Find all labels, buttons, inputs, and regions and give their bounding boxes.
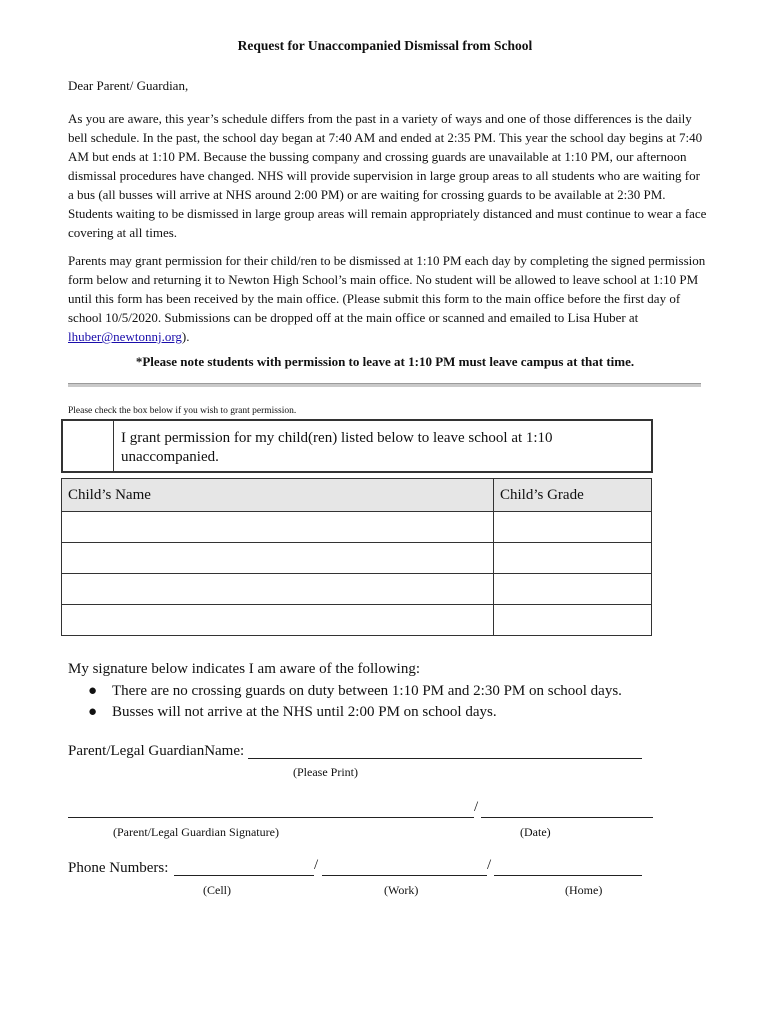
separator-slash: / — [487, 857, 492, 873]
important-note: *Please note students with permission to leave at 1:10 PM must leave campus at that time. — [135, 354, 635, 369]
bullet-text: Busses will not arrive at the NHS until 2:00 PM on school days. — [112, 704, 497, 720]
list-item — [88, 683, 622, 700]
table-header-row — [62, 479, 652, 512]
greeting: Dear Parent/ Guardian, — [68, 78, 189, 93]
date-caption: (Date) — [520, 825, 551, 839]
bullet-icon: ● — [88, 704, 98, 720]
work-phone-field[interactable] — [322, 859, 487, 876]
guardian-name-field[interactable] — [248, 742, 642, 759]
intro-paragraph: As you are aware, this year’s schedule differs from the past in a variety of ways and one of those differences is the daily bell schedule. In the past, the school day began at 7:40 AM and ended at 2:35 PM. This year the school day begins at 7:40 AM but ends at 1:10 PM. Because the bussing company and crossing guards are unavailable at 1:10 PM, our afternoon dismissal procedures have changed. NHS will provide supervision in large group areas to all students who are waiting for a bus (all busses will arrive at NHS around 2:00 PM) or are waiting for crossing guards to be available at 2:30 PM. Students waiting to be dismissed in large group areas will remain appropriately distanced and must continue to wear a face covering at all times. — [68, 111, 707, 240]
child-grade-cell[interactable] — [494, 574, 652, 605]
child-name-cell[interactable] — [62, 543, 494, 574]
separator-slash: / — [314, 857, 319, 873]
bullet-text: There are no crossing guards on duty between 1:10 PM and 2:30 PM on school days. — [112, 683, 622, 699]
table-row — [62, 543, 652, 574]
child-grade-cell[interactable] — [494, 512, 652, 543]
check-instruction: Please check the box below if you wish to grant permission. — [68, 406, 297, 416]
signature-caption: (Parent/Legal Guardian Signature) — [113, 825, 279, 839]
awareness-intro: My signature below indicates I am aware of the following: — [68, 661, 420, 677]
phone-numbers-label: Phone Numbers: — [68, 860, 169, 876]
cell-phone-field[interactable] — [174, 859, 314, 876]
work-caption: (Work) — [384, 883, 419, 897]
children-table — [61, 478, 652, 636]
child-name-cell[interactable] — [62, 512, 494, 543]
permission-paragraph-text: Parents may grant permission for their child/ren to be dismissed at 1:10 PM each day by completing the signed permission form below and returning it to Newton High School’s main office. No student will be allowed to leave school at 1:10 PM until this form has been received by the main office. (Please submit this form to the main office before the first day of school 10/5/2020. Submissions can be dropped off at the main office or scanned and emailed to Lisa Huber at — [68, 253, 706, 325]
child-grade-cell[interactable] — [494, 605, 652, 636]
child-name-cell[interactable] — [62, 574, 494, 605]
guardian-name-label: Parent/Legal GuardianName: — [68, 743, 245, 759]
email-link[interactable]: lhuber@newtonnj.org — [68, 329, 182, 344]
permission-checkbox[interactable] — [63, 421, 114, 471]
permission-paragraph — [68, 251, 708, 346]
child-grade-header: Child’s Grade — [494, 479, 652, 512]
child-name-cell[interactable] — [62, 605, 494, 636]
table-row — [62, 512, 652, 543]
bullet-icon: ● — [88, 683, 98, 699]
home-caption: (Home) — [565, 883, 603, 897]
permission-box — [61, 419, 653, 473]
signature-field[interactable] — [68, 801, 474, 818]
home-phone-field[interactable] — [494, 859, 642, 876]
child-name-header: Child’s Name — [62, 479, 494, 512]
table-row — [62, 605, 652, 636]
list-item — [88, 704, 497, 721]
cell-caption: (Cell) — [203, 883, 231, 897]
child-grade-cell[interactable] — [494, 543, 652, 574]
permission-statement: I grant permission for my child(ren) listed below to leave school at 1:10 unaccompanied. — [121, 430, 553, 465]
divider — [68, 383, 701, 387]
permission-paragraph-end: ). — [181, 329, 190, 344]
please-print-caption: (Please Print) — [293, 765, 358, 779]
date-field[interactable] — [481, 801, 653, 818]
separator-slash: / — [474, 799, 479, 815]
table-row — [62, 574, 652, 605]
document-title: Request for Unaccompanied Dismissal from School — [237, 38, 533, 53]
